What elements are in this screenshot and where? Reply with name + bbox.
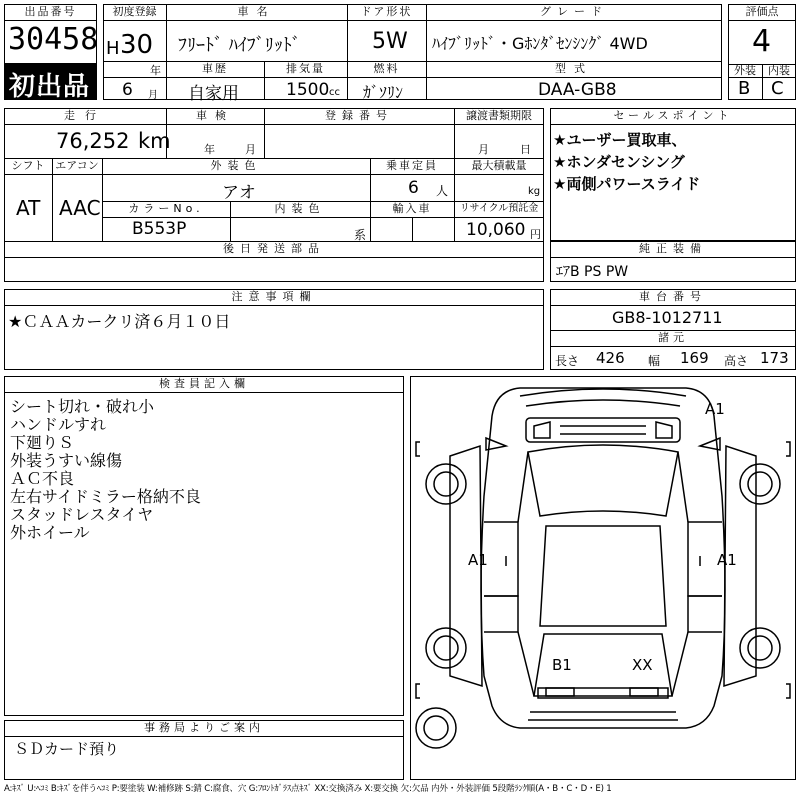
fuel-label: 燃料 xyxy=(373,62,400,75)
mark-front: A1 xyxy=(705,400,725,418)
recycle-label: リサイクル預託金 xyxy=(459,203,539,214)
office-value: ＳＤカード預り xyxy=(14,740,120,758)
inspector-line-7: スタッドレスタイヤ xyxy=(10,505,154,524)
transfer-month-unit: 月 xyxy=(478,143,489,156)
year-unit: 年 xyxy=(150,64,161,77)
length-label: 長さ xyxy=(555,354,580,368)
dims-label: 諸元 xyxy=(658,331,688,344)
int-color-label: 内装色 xyxy=(274,202,326,215)
inspector-line-3: 下廻りＳ xyxy=(10,433,75,452)
mileage-label: 走行 xyxy=(64,109,106,122)
sales-points-label: セールスポイント xyxy=(613,109,733,122)
score-label: 評価点 xyxy=(745,5,779,18)
mark-right: A1 xyxy=(717,551,737,569)
door-label: ドア形状 xyxy=(360,5,413,18)
notes-value: ★ＣＡＡカークリ済６月１０日 xyxy=(8,312,231,331)
interior-grade: C xyxy=(771,78,784,99)
chassis-value: GB8-1012711 xyxy=(612,308,723,327)
recycle-unit: 円 xyxy=(530,228,541,241)
length: 426 xyxy=(596,349,625,367)
max-load-unit: kg xyxy=(528,186,541,197)
mark-rear-right: XX xyxy=(632,656,653,674)
sales-point-1: ★ユーザー買取車、 xyxy=(553,131,687,149)
mileage-unit: km xyxy=(138,129,171,153)
displacement-label: 排気量 xyxy=(286,62,325,75)
width: 169 xyxy=(680,349,709,367)
door: 5W xyxy=(372,29,408,54)
car-name-label: 車名 xyxy=(237,5,276,18)
equipment-value: ｴｱB PS PW xyxy=(556,264,629,280)
later-parts-label: 後日発送部品 xyxy=(223,242,325,255)
inspection-label: 車検 xyxy=(196,109,234,122)
aircon-label: エアコン xyxy=(55,159,99,172)
inspector-line-6: 左右サイドミラー格納不良 xyxy=(10,487,201,506)
month: 6 xyxy=(122,80,133,100)
mark-left: A1 xyxy=(468,551,488,569)
sales-point-2: ★ホンダセンシング xyxy=(553,153,685,171)
mileage: 76,252 xyxy=(56,129,130,153)
int-color-suffix: 系 xyxy=(354,228,367,242)
height-label: 高さ xyxy=(724,354,749,368)
import-label: 輸入車 xyxy=(392,202,432,215)
capacity-label: 乗車定員 xyxy=(386,159,438,172)
grade-label: グレード xyxy=(540,5,608,18)
transfer-day-unit: 日 xyxy=(520,143,531,156)
lot-number: 30458 xyxy=(8,22,99,57)
inspector-line-2: ハンドルすれ xyxy=(10,415,107,434)
capacity: 6 xyxy=(408,178,419,198)
inspector-line-4: 外装うすい線傷 xyxy=(10,451,123,470)
chassis-label: 車台番号 xyxy=(639,290,707,303)
recycle: 10,060 xyxy=(466,220,526,240)
year: 30 xyxy=(120,30,154,60)
aircon: AAC xyxy=(59,196,101,220)
grade: ﾊｲﾌﾞﾘｯﾄﾞ・Gﾎﾝﾀﾞｾﾝｼﾝｸﾞ 4WD xyxy=(432,34,648,53)
inspector-label: 検査員記入欄 xyxy=(159,377,249,390)
notes-label: 注意事項欄 xyxy=(231,290,317,303)
transfer-docs-label: 譲渡書類期限 xyxy=(466,109,532,122)
model-code-label: 型式 xyxy=(555,62,593,75)
displacement: 1500 xyxy=(286,80,330,100)
equipment-label: 純正装備 xyxy=(639,242,707,255)
first-registration-label: 初度登録 xyxy=(112,5,157,18)
shift-label: シフト xyxy=(11,159,45,172)
model-code: DAA-GB8 xyxy=(538,80,617,100)
car-name: ﾌﾘｰﾄﾞ ﾊｲﾌﾞﾘｯﾄﾞ xyxy=(178,35,301,56)
fuel: ｶﾞｿﾘﾝ xyxy=(363,83,404,102)
car-diagram xyxy=(410,376,796,780)
history-label: 車歴 xyxy=(202,62,228,75)
color-no-label: カラーNo. xyxy=(128,202,204,215)
month-unit: 月 xyxy=(148,90,158,101)
era: H xyxy=(106,38,120,59)
inspector-line-8: 外ホイール xyxy=(10,523,90,542)
office-label: 事務局よりご案内 xyxy=(144,721,264,734)
sales-point-3: ★両側パワースライド xyxy=(553,175,701,193)
reg-number-label: 登録番号 xyxy=(325,109,393,122)
footer-legend: A:ｷｽﾞ U:ﾍｺﾐ B:ｷｽﾞを伴うﾍｺﾐ P:要塗装 W:補修跡 S:錆 C:腐食、穴 G:ﾌﾛﾝﾄｶﾞﾗｽ点ｷｽﾞ XX:交換済み X:要交換 欠:欠品 内外・外装評価 5段階ﾗﾝｸ順(A・B・C・D・E) 1 xyxy=(4,784,612,794)
ext-color-label: 外装色 xyxy=(210,159,262,172)
shift: AT xyxy=(16,196,41,220)
height: 173 xyxy=(760,349,789,367)
displacement-unit: cc xyxy=(329,87,340,98)
width-label: 幅 xyxy=(648,354,661,368)
score: 4 xyxy=(752,24,772,59)
inspector-line-1: シート切れ・破れ小 xyxy=(10,397,155,416)
inspection-year-unit: 年 xyxy=(204,143,215,156)
ext-color: アオ xyxy=(222,183,256,203)
mark-rear-left: B1 xyxy=(552,656,572,674)
lot-number-label: 出品番号 xyxy=(24,5,77,18)
inspection-month-unit: 月 xyxy=(245,143,256,156)
first-listing-text: 初出品 xyxy=(9,72,91,102)
exterior-grade-label: 外装 xyxy=(734,64,756,77)
inspector-line-5: ＡＣ不良 xyxy=(10,469,75,488)
max-load-label: 最大積載量 xyxy=(471,159,527,172)
exterior-grade: B xyxy=(738,78,751,99)
color-no: B553P xyxy=(132,219,187,239)
capacity-unit: 人 xyxy=(436,184,449,198)
interior-grade-label: 内装 xyxy=(768,64,790,77)
history: 自家用 xyxy=(188,84,239,104)
